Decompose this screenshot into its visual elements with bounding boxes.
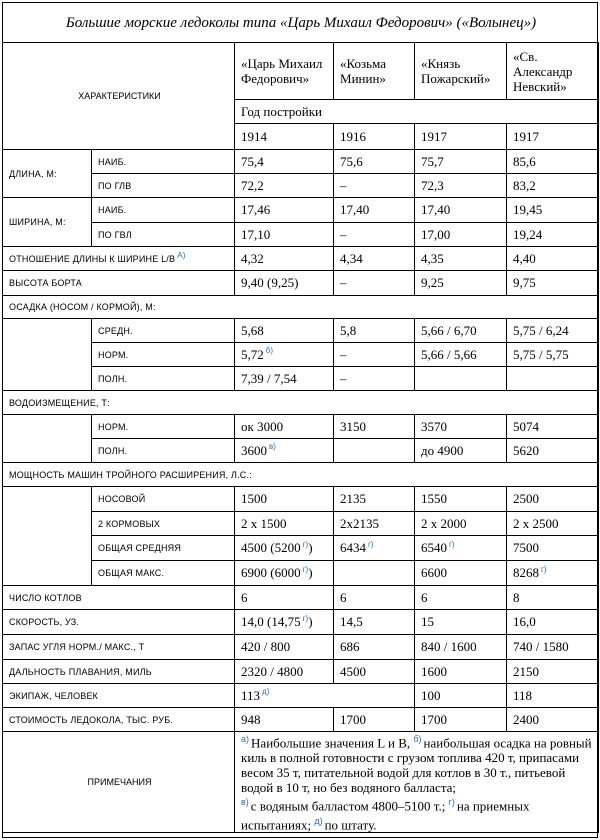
width-max-4: 19,45 — [507, 198, 599, 223]
power-bow-3: 1550 — [415, 487, 507, 512]
board-label: ВЫСОТА БОРТА — [3, 271, 235, 296]
power-stern-2: 2x2135 — [334, 512, 415, 536]
board-1: 9,40 (9,25) — [235, 271, 334, 296]
speed-3: 15 — [415, 610, 507, 635]
displacement-norm-label: НОРМ. — [92, 415, 235, 439]
width-wl-3: 17,00 — [415, 223, 507, 247]
draft-full-label: ПОЛН. — [92, 367, 235, 391]
coal-1: 420 / 800 — [235, 635, 334, 660]
footnote-mark: г) — [368, 539, 374, 549]
power-stern-4: 2 x 2500 — [507, 512, 599, 536]
power-max-4: 8268 $^{г)}$ — [507, 561, 599, 586]
cost-label: СТОИМОСТЬ ЛЕДОКОЛА, ТЫС. РУБ. — [3, 708, 235, 732]
cost-4: 2400 — [507, 708, 599, 732]
ship-name-3: «Князь Пожарский» — [415, 43, 507, 100]
cost-1: 948 — [235, 708, 334, 732]
draft-norm-3: 5,66 / 5,66 — [415, 343, 507, 367]
power-bow-2: 2135 — [334, 487, 415, 512]
footnote-mark: г) — [448, 797, 455, 808]
footnote-mark: б) — [265, 346, 274, 356]
boilers-2: 6 — [334, 586, 415, 610]
footnote-mark: в) — [269, 442, 276, 452]
power-avg-3: 6540 $^{г)}$ — [415, 536, 507, 561]
power-stern-3: 2 x 2000 — [415, 512, 507, 536]
specs-table — [2, 42, 599, 833]
draft-mean-3: 5,66 / 6,70 — [415, 319, 507, 343]
ship-name-1: «Царь Михаил Федорович» — [235, 43, 334, 100]
width-wl-1: 17,10 — [235, 223, 334, 247]
speed-4: 16,0 — [507, 610, 599, 635]
footnote-mark: А) — [177, 250, 186, 260]
range-2: 4500 — [334, 660, 415, 684]
board-2: – — [334, 271, 415, 296]
notes-text: $^{а)}$ Наибольшие значения L и B, $^{б)}$ наибольшая осадка на ровный киль в полной готовности с грузом топлива 420 т, припасами весом 35 т, питательной водой для котлов в 30 т., питьевой водой в 10 т, но без водяного балласта; $^{в)}$ с водяным балластом 4800–5100 т.; $^{г)}$ на приемных испытаниях; $^{д)}$ по штату. — [235, 732, 599, 833]
length-max-3: 75,7 — [415, 150, 507, 174]
draft-mean-2: 5,8 — [334, 319, 415, 343]
crew-label: ЭКИПАЖ, ЧЕЛОВЕК — [3, 684, 235, 708]
crew-1: 113 $^{д)}$ — [235, 684, 415, 708]
power-spacer — [3, 487, 92, 586]
width-label: ШИРИНА, М: — [3, 198, 92, 247]
draft-norm-2: – — [334, 343, 415, 367]
power-bow-1: 1500 — [235, 487, 334, 512]
draft-label: ОСАДКА (НОСОМ / КОРМОЙ), М: — [3, 296, 599, 319]
speed-1: 14,0 (14,75 $^{г)}$) — [235, 610, 334, 635]
power-max-3: 6600 — [415, 561, 507, 586]
coal-label: ЗАПАС УГЛЯ НОРМ./ МАКС., Т — [3, 635, 235, 660]
length-wl-1: 72,2 — [235, 174, 334, 198]
footnote-mark: г) — [302, 539, 309, 549]
footnote-mark: д) — [262, 687, 270, 697]
draft-norm-label: НОРМ. — [92, 343, 235, 367]
draft-full-4 — [507, 367, 599, 391]
draft-norm-1: 5,72 $^{б)}$ — [235, 343, 334, 367]
draft-spacer — [3, 319, 92, 391]
power-avg-4: 7500 — [507, 536, 599, 561]
cost-2: 1700 — [334, 708, 415, 732]
footnote-mark: а) — [241, 734, 250, 744]
ship-name-4: «Св. Александр Невский» — [507, 43, 599, 100]
displacement-full-1: 3600 $^{в)}$ — [235, 439, 334, 463]
build-year-label: Год постройки — [235, 100, 599, 124]
length-wl-2: – — [334, 174, 415, 198]
power-bow-label: НОСОВОЙ — [92, 487, 235, 512]
width-wl-4: 19,24 — [507, 223, 599, 247]
draft-mean-1: 5,68 — [235, 319, 334, 343]
displacement-label: ВОДОИЗМЕЩЕНИЕ, Т: — [3, 391, 599, 415]
footnote-mark: б) — [413, 734, 422, 744]
speed-2: 14,5 — [334, 610, 415, 635]
length-label: ДЛИНА, М: — [3, 150, 92, 198]
width-max-label: НАИБ. — [92, 198, 235, 223]
coal-2: 686 — [334, 635, 415, 660]
characteristics-header: ХАРАКТЕРИСТИКИ — [3, 43, 235, 150]
build-year-4: 1917 — [507, 124, 599, 150]
table-title: Большие морские ледоколы типа «Царь Михаил Федорович» («Волынец») — [65, 15, 537, 31]
length-max-4: 85,6 — [507, 150, 599, 174]
power-stern-1: 2 x 1500 — [235, 512, 334, 536]
range-3: 1600 — [415, 660, 507, 684]
ratio-1: 4,32 — [235, 247, 334, 271]
length-wl-label: ПО ГЛВ — [92, 174, 235, 198]
power-label: МОЩНОСТЬ МАШИН ТРОЙНОГО РАСШИРЕНИЯ, Л.С.: — [3, 463, 599, 487]
build-year-3: 1917 — [415, 124, 507, 150]
range-label: ДАЛЬНОСТЬ ПЛАВАНИЯ, МИЛЬ — [3, 660, 235, 684]
draft-norm-4: 5,75 / 5,75 — [507, 343, 599, 367]
ship-name-2: «Козьма Минин» — [334, 43, 415, 100]
build-year-1: 1914 — [235, 124, 334, 150]
footnote-mark: г) — [541, 564, 547, 574]
displacement-norm-4: 5074 — [507, 415, 599, 439]
ratio-2: 4,34 — [334, 247, 415, 271]
boilers-label: ЧИСЛО КОТЛОВ — [3, 586, 235, 610]
boilers-4: 8 — [507, 586, 599, 610]
displacement-full-4: 5620 — [507, 439, 599, 463]
displacement-norm-1: ок 3000 — [235, 415, 334, 439]
ratio-4: 4,40 — [507, 247, 599, 271]
displacement-full-3: до 4900 — [415, 439, 507, 463]
displacement-norm-2: 3150 — [334, 415, 415, 439]
draft-full-2: – — [334, 367, 415, 391]
draft-mean-label: СРЕДН. — [92, 319, 235, 343]
power-max-label: ОБЩАЯ МАКС. — [92, 561, 235, 586]
footnote-mark: г) — [449, 539, 455, 549]
coal-3: 840 / 1600 — [415, 635, 507, 660]
draft-full-3 — [415, 367, 507, 391]
board-3: 9,25 — [415, 271, 507, 296]
draft-full-1: 7,39 / 7,54 — [235, 367, 334, 391]
boilers-3: 6 — [415, 586, 507, 610]
notes-label: ПРИМЕЧАНИЯ — [3, 732, 235, 833]
width-max-3: 17,40 — [415, 198, 507, 223]
width-wl-2: – — [334, 223, 415, 247]
displacement-norm-3: 3570 — [415, 415, 507, 439]
footnote-mark: в) — [241, 797, 249, 808]
power-avg-1: 4500 (5200 $^{г)}$) — [235, 536, 334, 561]
displacement-full-label: ПОЛН. — [92, 439, 235, 463]
displacement-spacer — [3, 415, 92, 463]
power-avg-2: 6434 $^{г)}$ — [334, 536, 415, 561]
speed-label: СКОРОСТЬ, УЗ. — [3, 610, 235, 635]
coal-4: 740 / 1580 — [507, 635, 599, 660]
crew-3: 100 — [415, 684, 507, 708]
boilers-1: 6 — [235, 586, 334, 610]
power-stern-label: 2 КОРМОВЫХ — [92, 512, 235, 536]
width-max-2: 17,40 — [334, 198, 415, 223]
power-avg-label: ОБЩАЯ СРЕДНЯЯ — [92, 536, 235, 561]
length-wl-3: 72,3 — [415, 174, 507, 198]
draft-mean-4: 5,75 / 6,24 — [507, 319, 599, 343]
power-bow-4: 2500 — [507, 487, 599, 512]
displacement-full-2 — [334, 439, 415, 463]
build-year-2: 1916 — [334, 124, 415, 150]
range-1: 2320 / 4800 — [235, 660, 334, 684]
length-wl-4: 83,2 — [507, 174, 599, 198]
ratio-label: ОТНОШЕНИЕ ДЛИНЫ К ШИРИНЕ L/B $^{А)}$ — [3, 247, 235, 271]
power-max-1: 6900 (6000 $^{г)}$) — [235, 561, 334, 586]
power-max-2 — [334, 561, 415, 586]
length-max-label: НАИБ. — [92, 150, 235, 174]
board-4: 9,75 — [507, 271, 599, 296]
crew-4: 118 — [507, 684, 599, 708]
range-4: 2150 — [507, 660, 599, 684]
footnote-mark: д) — [314, 815, 323, 826]
footnote-mark: г) — [302, 564, 309, 574]
length-max-2: 75,6 — [334, 150, 415, 174]
cost-3: 1700 — [415, 708, 507, 732]
ratio-3: 4,35 — [415, 247, 507, 271]
width-wl-label: ПО ГВЛ — [92, 223, 235, 247]
footnote-mark: г) — [302, 613, 309, 623]
width-max-1: 17,46 — [235, 198, 334, 223]
length-max-1: 75,4 — [235, 150, 334, 174]
